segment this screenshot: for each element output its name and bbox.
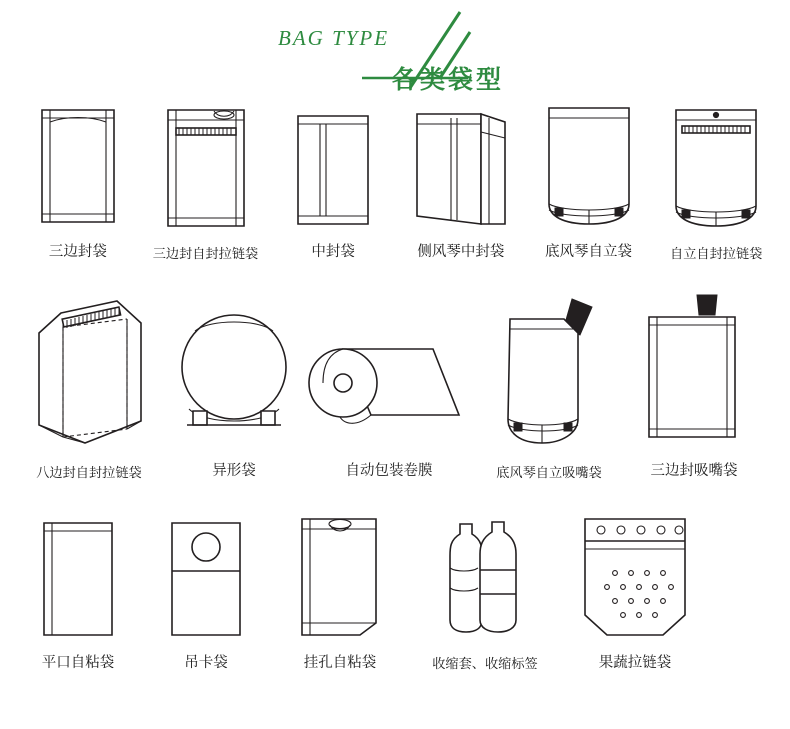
bag-cell-shrink-sleeve-label <box>410 504 560 672</box>
three-side-seal-spout-bag-icon <box>639 283 749 451</box>
header-cn-title: 各类袋型 <box>392 66 505 94</box>
bag-cell-three-side-seal-bag <box>14 96 142 261</box>
fruit-vegetable-zipper-bag-icon <box>575 503 695 643</box>
bag-cell-fruit-vegetable-zipper-bag <box>560 503 710 672</box>
diagram-header <box>0 0 790 96</box>
auto-packaging-roll-film-icon <box>309 283 469 451</box>
three-side-seal-zipper-bag-icon <box>158 98 254 234</box>
bag-caption: 挂孔自粘袋 <box>303 654 377 671</box>
bag-caption: 三边封自封拉链袋 <box>152 245 259 261</box>
bag-cell-standup-zipper-bag <box>652 98 780 262</box>
shaped-bag-icon <box>175 283 293 451</box>
center-seal-bag-icon <box>290 96 376 232</box>
bag-row-2 <box>10 283 780 480</box>
flat-self-adhesive-bag-icon <box>32 503 124 643</box>
bag-cell-auto-packaging-roll-film <box>304 283 474 480</box>
shrink-sleeve-label-icon <box>430 504 540 644</box>
bag-caption: 吊卡袋 <box>184 654 228 671</box>
bag-caption: 自动包装卷膜 <box>345 463 433 480</box>
bag-caption: 中封袋 <box>311 244 355 260</box>
bag-caption: 底风琴自立袋 <box>545 244 633 260</box>
bag-cell-bottom-gusset-standup-spout-bag <box>474 285 624 481</box>
side-gusset-center-seal-bag-icon <box>409 96 513 232</box>
bag-row-1 <box>10 96 780 261</box>
bag-cell-header-card-bag <box>142 503 270 672</box>
bag-cell-three-side-seal-zipper-bag <box>142 98 270 262</box>
standup-zipper-bag-icon <box>666 98 766 234</box>
bag-caption: 收缩套、收缩标签 <box>432 656 538 672</box>
eight-side-seal-zipper-bag-icon <box>29 285 149 453</box>
bag-cell-eight-side-seal-zipper-bag <box>14 285 164 481</box>
bag-row-3 <box>10 503 780 672</box>
bag-cell-bottom-gusset-standup-bag <box>525 96 653 261</box>
bag-caption: 侧风琴中封袋 <box>417 244 505 260</box>
bag-cell-hang-hole-self-adhesive-bag <box>270 503 410 672</box>
bag-caption: 自立自封拉链袋 <box>670 245 763 261</box>
bag-caption: 三边封吸嘴袋 <box>650 463 738 480</box>
bag-caption: 果蔬拉链袋 <box>598 654 672 671</box>
bag-caption: 八边封自封拉链袋 <box>36 464 142 480</box>
bag-cell-center-seal-bag <box>269 96 397 261</box>
bag-cell-side-gusset-center-seal-bag <box>397 96 525 261</box>
bag-caption: 底风琴自立吸嘴袋 <box>496 464 602 480</box>
bag-cell-shaped-bag <box>164 283 304 480</box>
bag-caption: 三边封袋 <box>48 244 107 260</box>
bottom-gusset-standup-bag-icon <box>539 96 639 232</box>
bag-type-grid <box>0 96 790 672</box>
bag-cell-flat-self-adhesive-bag <box>14 503 142 672</box>
bottom-gusset-standup-spout-bag-icon <box>494 285 604 453</box>
bag-caption: 平口自粘袋 <box>41 654 115 671</box>
bag-cell-three-side-seal-spout-bag <box>624 283 764 480</box>
header-en-title: BAG TYPE <box>278 26 390 50</box>
bag-caption: 异形袋 <box>212 463 256 480</box>
hang-hole-self-adhesive-bag-icon <box>290 503 390 643</box>
header-card-bag-icon <box>160 503 252 643</box>
three-side-seal-bag-icon <box>32 96 124 232</box>
